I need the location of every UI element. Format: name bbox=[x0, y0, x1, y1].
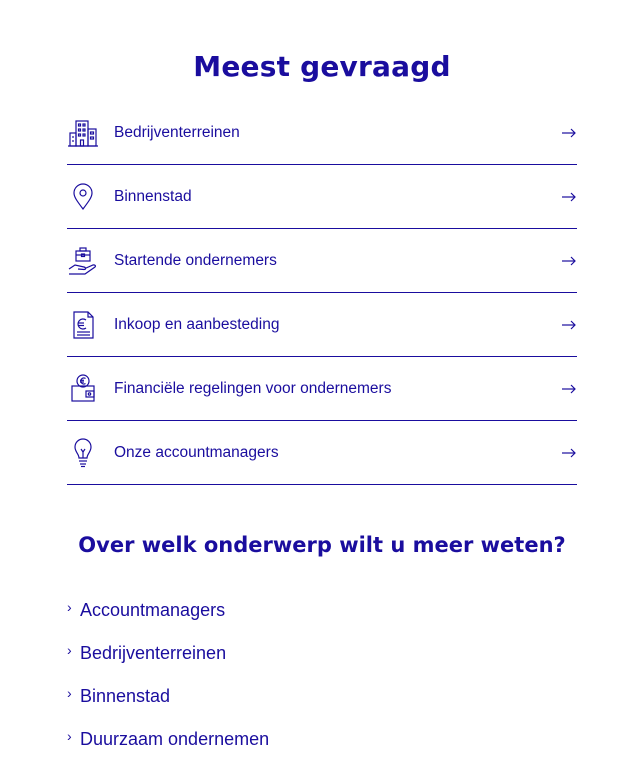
topic-label: Bedrijventerreinen bbox=[80, 643, 227, 663]
most-asked-item-onze-accountmanagers[interactable] bbox=[67, 421, 577, 485]
chevron-right-icon: › bbox=[67, 728, 72, 744]
most-asked-item-label: Binnenstad bbox=[114, 187, 192, 205]
most-asked-item-bedrijventerreinen[interactable] bbox=[67, 101, 577, 165]
most-asked-item-inkoop-en-aanbesteding[interactable] bbox=[67, 293, 577, 357]
lightbulb-icon bbox=[67, 437, 99, 469]
location-pin-icon bbox=[67, 181, 99, 213]
hand-briefcase-icon bbox=[67, 245, 99, 277]
topic-link-accountmanagers[interactable] bbox=[67, 598, 577, 641]
topic-label: Accountmanagers bbox=[80, 600, 226, 620]
most-asked-item-label: Financiële regelingen voor ondernemers bbox=[114, 379, 392, 397]
most-asked-list bbox=[67, 101, 577, 485]
topic-link-binnenstad[interactable] bbox=[67, 684, 577, 727]
most-asked-item-binnenstad[interactable] bbox=[67, 165, 577, 229]
most-asked-title: Meest gevraagd bbox=[193, 50, 451, 83]
topic-label: Binnenstad bbox=[80, 686, 171, 706]
most-asked-item-startende-ondernemers[interactable] bbox=[67, 229, 577, 293]
most-asked-item-financiele-regelingen[interactable] bbox=[67, 357, 577, 421]
arrow-right-icon bbox=[561, 383, 577, 395]
most-asked-item-label: Startende ondernemers bbox=[114, 251, 277, 269]
arrow-right-icon bbox=[561, 319, 577, 331]
buildings-icon bbox=[67, 117, 99, 149]
wallet-euro-icon bbox=[67, 373, 99, 405]
topics-title: Over welk onderwerp wilt u meer weten? bbox=[78, 533, 566, 557]
topic-link-bedrijventerreinen[interactable] bbox=[67, 641, 577, 684]
topic-label: Duurzaam ondernemen bbox=[80, 729, 270, 749]
arrow-right-icon bbox=[561, 127, 577, 139]
topic-link-duurzaam-ondernemen[interactable] bbox=[67, 727, 577, 770]
arrow-right-icon bbox=[561, 447, 577, 459]
arrow-right-icon bbox=[561, 255, 577, 267]
arrow-right-icon bbox=[561, 191, 577, 203]
chevron-right-icon: › bbox=[67, 642, 72, 658]
most-asked-item-label: Inkoop en aanbesteding bbox=[114, 315, 280, 333]
topics-list bbox=[67, 598, 577, 770]
most-asked-item-label: Bedrijventerreinen bbox=[114, 123, 240, 141]
euro-document-icon bbox=[67, 309, 99, 341]
most-asked-item-label: Onze accountmanagers bbox=[114, 443, 279, 461]
chevron-right-icon: › bbox=[67, 685, 72, 701]
chevron-right-icon: › bbox=[67, 599, 72, 615]
